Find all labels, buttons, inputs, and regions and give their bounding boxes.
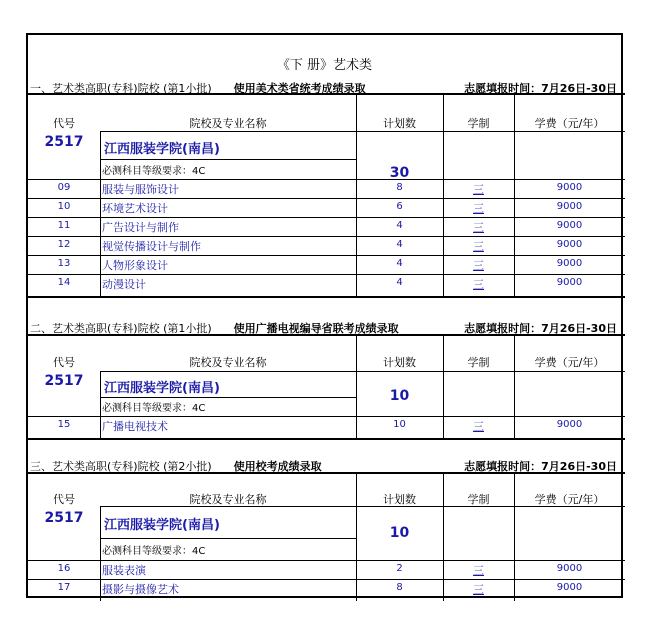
major-plan: 4 [396,220,403,231]
major-fee: 9000 [556,201,583,212]
major-code: 17 [57,582,71,593]
header-duration: 学制 [467,117,490,130]
major-name: 动漫设计 [102,278,146,291]
table-hline [28,217,625,218]
table-hline [28,334,625,336]
school-name: 江西服装学院(南昌) [104,142,220,157]
table-hline [28,93,625,95]
section-method: 使用广播电视编导省联考成绩录取 [233,322,399,335]
header-plan: 计划数 [383,356,416,369]
table-hline [100,506,625,507]
header-plan: 计划数 [383,117,416,130]
major-fee: 9000 [556,258,583,269]
section-method: 使用校考成绩录取 [233,460,322,473]
table-hline [28,579,625,580]
table-vline [100,131,101,296]
table-vline [100,506,101,601]
major-code: 09 [57,182,71,193]
major-duration: 三 [473,278,484,291]
requirement-text: 必测科目等级要求：4C [102,546,206,557]
major-name: 服装表演 [102,564,146,577]
table-hline [100,397,356,398]
table-hline [28,416,625,417]
section-method: 使用美术类省统考成绩录取 [233,82,366,95]
major-fee: 9000 [556,182,583,193]
header-code: 代号 [53,493,75,506]
table-hline [28,179,625,180]
requirement-text: 必测科目等级要求：4C [102,403,206,414]
major-plan: 8 [396,182,403,193]
table-hline [28,560,625,561]
major-name: 广播电视技术 [102,420,168,433]
header-fee: 学费（元/年） [534,493,605,506]
table-hline [28,296,625,298]
table-vline [356,472,357,601]
table-hline [100,131,625,132]
major-duration: 三 [473,420,484,433]
table-hline [28,472,625,474]
major-name: 人物形象设计 [102,259,168,272]
school-code: 2517 [44,134,84,150]
table-vline [356,334,357,438]
major-code: 16 [57,563,71,574]
major-fee: 9000 [556,277,583,288]
table-vline [356,93,357,296]
school-name: 江西服装学院(南昌) [104,381,220,396]
table-vline [514,334,515,438]
table-vline [514,93,515,296]
table-vline [514,472,515,601]
major-duration: 三 [473,202,484,215]
section-batch: 二、艺术类高职(专科)院校 (第1小批) [30,322,212,335]
major-fee: 9000 [556,582,583,593]
major-plan: 8 [396,582,403,593]
header-fee: 学费（元/年） [534,117,605,130]
table-hline [100,538,356,539]
major-fee: 9000 [556,220,583,231]
requirement-text: 必测科目等级要求：4C [102,166,206,177]
plan-total: 10 [389,388,410,404]
header-duration: 学制 [467,356,490,369]
major-fee: 9000 [556,419,583,430]
major-plan: 2 [396,563,403,574]
header-school-major: 院校及专业名称 [189,356,267,369]
major-duration: 三 [473,240,484,253]
major-code: 15 [57,419,71,430]
section-batch: 一、艺术类高职(专科)院校 (第1小批) [30,82,212,95]
header-fee: 学费（元/年） [534,356,605,369]
header-plan: 计划数 [383,493,416,506]
table-hline [28,255,625,256]
table-vline [443,93,444,296]
section-batch: 三、艺术类高职(专科)院校 (第2小批) [30,460,212,473]
table-hline [100,159,356,160]
school-code: 2517 [44,373,84,389]
table-vline [443,472,444,601]
major-fee: 9000 [556,563,583,574]
major-duration: 三 [473,583,484,596]
header-code: 代号 [53,117,75,130]
major-duration: 三 [473,183,484,196]
major-name: 摄影与摄像艺术 [102,583,179,596]
major-code: 12 [57,239,71,250]
school-code: 2517 [44,510,84,526]
table-vline [443,334,444,438]
school-name: 江西服装学院(南昌) [104,518,220,533]
document-sheet [26,33,623,598]
header-code: 代号 [53,356,75,369]
major-duration: 三 [473,564,484,577]
major-code: 10 [57,201,71,212]
plan-total: 30 [389,165,410,181]
major-name: 环境艺术设计 [102,202,168,215]
major-plan: 10 [393,419,406,430]
section-date: 志愿填报时间：7月26日-30日 [464,82,617,95]
table-vline [100,371,101,438]
major-name: 视觉传播设计与制作 [102,240,201,253]
major-code: 11 [57,220,71,231]
major-fee: 9000 [556,239,583,250]
header-duration: 学制 [467,493,490,506]
section-date: 志愿填报时间：7月26日-30日 [464,322,617,335]
table-hline [100,371,625,372]
major-code: 14 [57,277,71,288]
header-school-major: 院校及专业名称 [189,493,267,506]
section-date: 志愿填报时间：7月26日-30日 [464,460,617,473]
table-hline [28,236,625,237]
major-plan: 4 [396,277,403,288]
major-duration: 三 [473,259,484,272]
major-name: 服装与服饰设计 [102,183,179,196]
header-school-major: 院校及专业名称 [189,117,267,130]
plan-total: 10 [389,525,410,541]
major-plan: 4 [396,258,403,269]
table-hline [28,198,625,199]
major-code: 13 [57,258,71,269]
major-plan: 4 [396,239,403,250]
major-name: 广告设计与制作 [102,221,179,234]
page-title: 《下 册》艺术类 [276,58,373,73]
table-hline [28,274,625,275]
major-duration: 三 [473,221,484,234]
table-hline [28,438,625,440]
major-plan: 6 [396,201,403,212]
